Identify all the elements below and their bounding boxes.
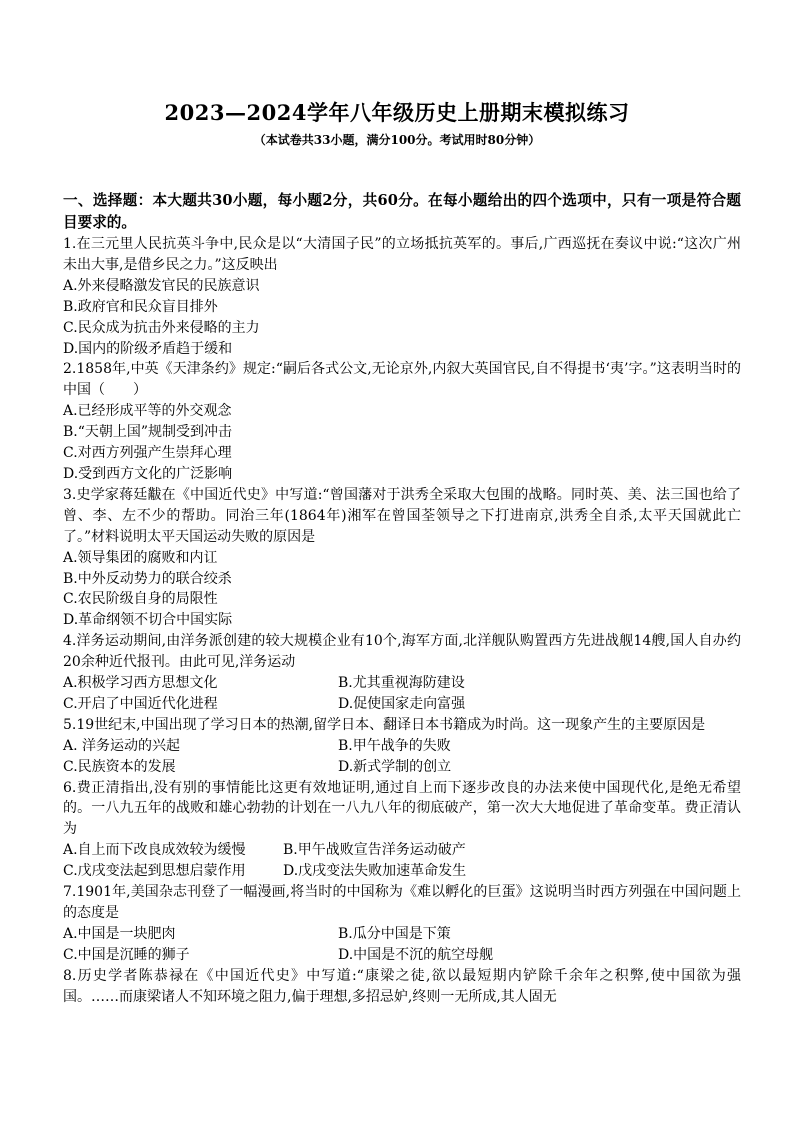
exam-title: 2023—2024学年八年级历史上册期末模拟练习 [164, 100, 630, 125]
question-7-options-row-1 [63, 924, 741, 945]
question-4-option-b: B.尤其重视海防建设 [338, 675, 465, 692]
question-5-option-d: D.新式学制的创立 [338, 758, 452, 775]
question-6-option-a: A.自上而下改良成效较为缓慢 [63, 842, 246, 859]
question-6-options-row-1 [63, 840, 741, 861]
question-8-stem: 8.历史学者陈恭禄在《中国近代史》中写道:“康梁之徒,欲以最短期内铲除千余年之积弊,使中国欲为强国。……而康梁诸人不知环境之阻力,偏于理想,多招忌妒,终则一无所成,其人固无 [63, 967, 741, 1005]
question-7-option-b: B.瓜分中国是下策 [338, 925, 451, 942]
exam-subtitle: （本试卷共33小题，满分100分。考试用时80分钟） [253, 133, 541, 147]
question-3-stem: 3.史学家蒋廷黻在《中国近代史》中写道:“曾国藩对于洪秀全采取大包围的战略。同时英、美、法三国也给了曾、李、左不少的帮助。同治三年(1864年)湘军在曾国荃领导之下打进南京,洪秀全自杀,太平天国就此亡了。”材料说明太平天国运动失败的原因是 [63, 486, 741, 545]
question-3-option-b: B.中外反动势力的联合绞杀 [63, 570, 232, 587]
question-5-options-row-1 [63, 736, 741, 757]
question-6-option-b: B.甲午战败宣告洋务运动破产 [283, 842, 466, 859]
question-1-stem: 1.在三元里人民抗英斗争中,民众是以“大清国子民”的立场抵抗英军的。事后,广西巡抚在奏议中说:“这次广州未出大事,是借乡民之力。”这反映出 [63, 236, 741, 273]
exam-content [63, 190, 741, 1008]
question-1-option-c: C.民众成为抗击外来侵略的主力 [63, 319, 260, 336]
question-2-option-c: C.对西方列强产生崇拜心理 [63, 445, 232, 462]
section-heading: 一、选择题：本大题共30小题，每小题2分，共60分。在每小题给出的四个选项中，只有一项是符合题目要求的。 [63, 192, 741, 231]
question-5-stem: 5.19世纪末,中国出现了学习日本的热潮,留学日本、翻译日本书籍成为时尚。这一现象产生的主要原因是 [63, 716, 706, 733]
question-1-option-b: B.政府官和民众盲目排外 [63, 298, 218, 315]
question-3-option-a: A.领导集团的腐败和内讧 [63, 549, 218, 566]
question-1-option-d: D.国内的阶级矛盾趋于缓和 [63, 340, 233, 357]
question-2-option-b: B.“天朝上国”规制受到冲击 [63, 424, 233, 441]
question-7-options-row-2 [63, 945, 741, 966]
question-5-option-b: B.甲午战争的失败 [338, 737, 451, 754]
question-5-options-row-2 [63, 757, 741, 778]
question-7-option-a: A.中国是一块肥肉 [63, 925, 176, 942]
question-4-option-c: C.开启了中国近代化进程 [63, 695, 218, 712]
question-6-options-row-2 [63, 861, 741, 882]
question-5-option-c: C.民族资本的发展 [63, 758, 176, 775]
question-4-stem: 4.洋务运动期间,由洋务派创建的较大规模企业有10个,海军方面,北洋舰队购置西方先进战舰14艘,国人自办约20余种近代报刊。由此可见,洋务运动 [63, 633, 741, 671]
question-6-option-d: D.戊戌变法失败加速革命发生 [283, 863, 467, 880]
question-4-options-row-2 [63, 694, 741, 715]
question-2-option-d: D.受到西方文化的广泛影响 [63, 465, 233, 482]
question-4-option-d: D.促使国家走向富强 [338, 695, 466, 712]
question-2-stem: 2.1858年,中英《天津条约》规定:“嗣后各式公文,无论京外,内叙大英国官民,自不得提书‘夷’字。”这表明当时的中国（ ） [63, 361, 741, 399]
question-4-option-a: A.积极学习西方思想文化 [63, 675, 218, 692]
question-6-option-c: C.戊戌变法起到思想启蒙作用 [63, 863, 246, 880]
question-2-option-a: A.已经形成平等的外交观念 [63, 403, 232, 420]
question-5-option-a: A. 洋务运动的兴起 [63, 737, 181, 754]
question-3-option-c: C.农民阶级自身的局限性 [63, 591, 218, 608]
question-3-option-d: D.革命纲领不切合中国实际 [63, 612, 233, 629]
question-7-option-c: C.中国是沉睡的狮子 [63, 946, 190, 963]
question-7-option-d: D.中国是不沉的航空母舰 [338, 946, 494, 963]
question-7-stem: 7.1901年,美国杂志刊登了一幅漫画,将当时的中国称为《难以孵化的巨蛋》这说明当时西方列强在中国问题上的态度是 [63, 884, 741, 921]
question-6-stem: 6.费正清指出,没有别的事情能比这更有效地证明,通过自上而下逐步改良的办法来使中国现代化,是绝无希望的。一八九五年的战败和雄心勃勃的计划在一八九八年的彻底破产，第一次大大地促进了革命变革。费正清认为 [63, 779, 741, 838]
question-1-option-a: A.外来侵略激发官民的民族意识 [63, 277, 260, 294]
question-4-options-row-1 [63, 673, 741, 694]
